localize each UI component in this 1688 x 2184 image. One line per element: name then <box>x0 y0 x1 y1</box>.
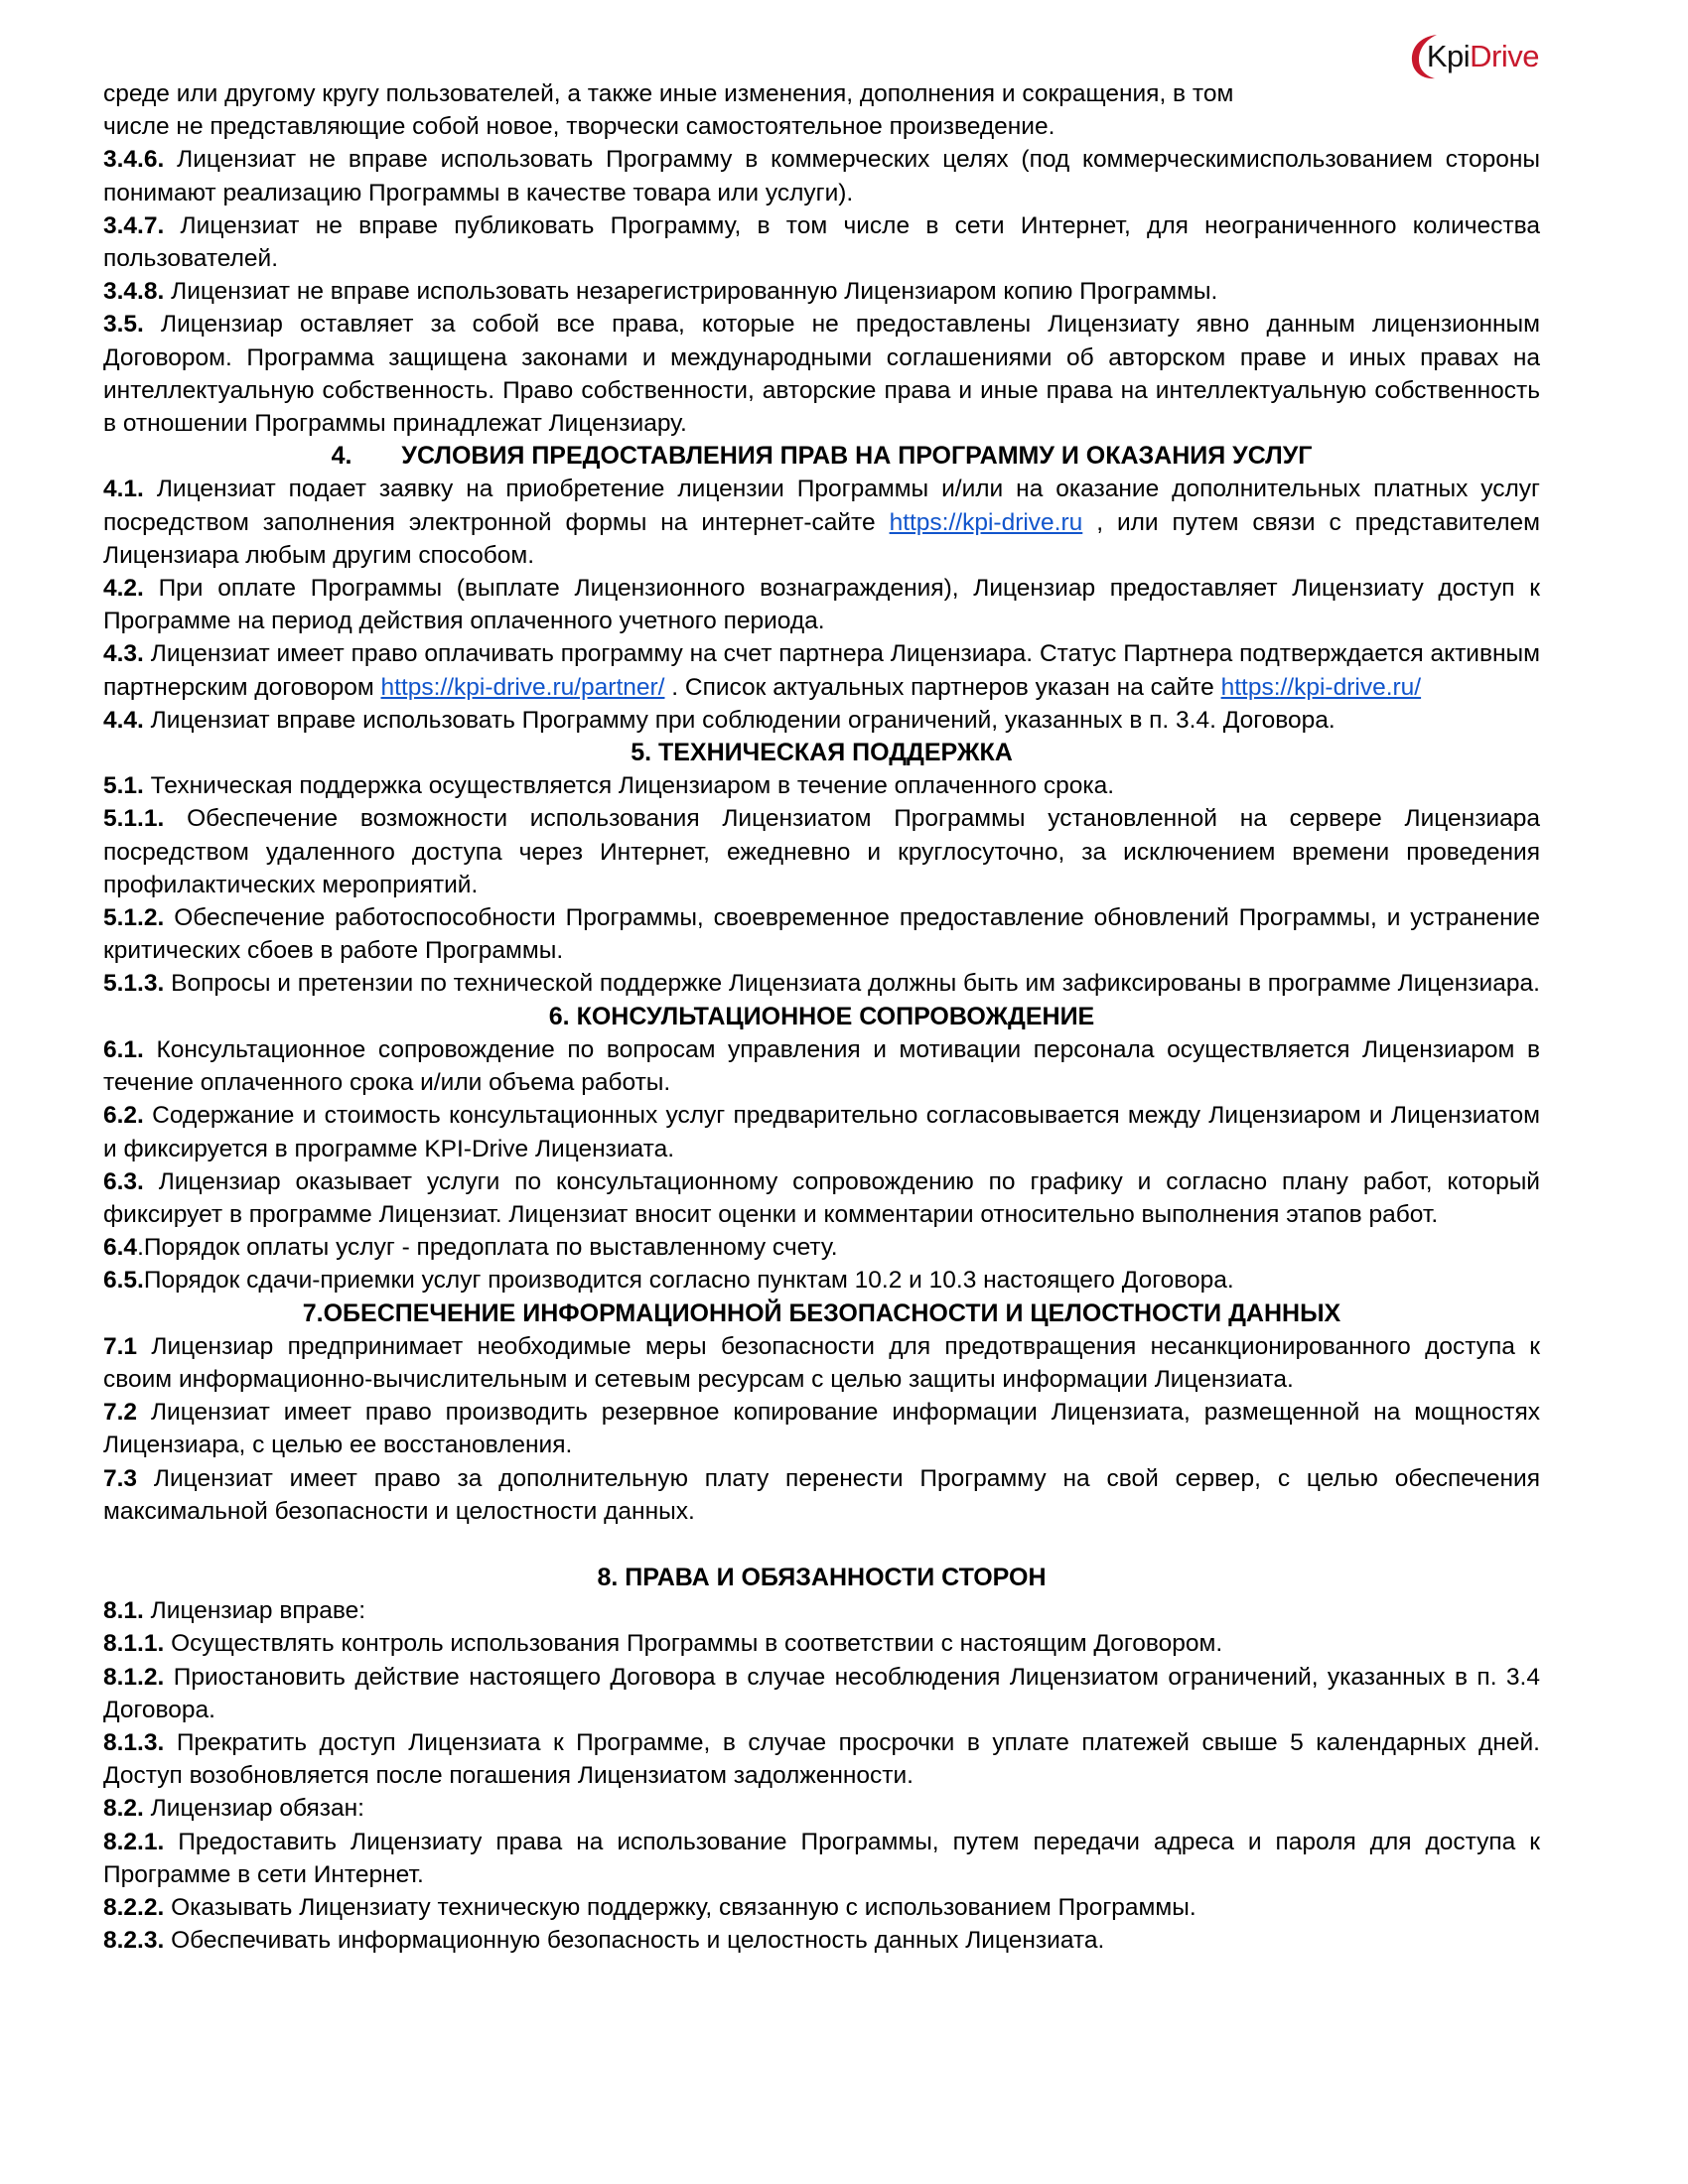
clause-5-1-3: 5.1.3. Вопросы и претензии по технической поддержке Лицензиата должны быть им зафиксированы в программе Лицензиара. <box>103 970 1540 998</box>
clause-3-4-7: 3.4.7. Лицензиат не вправе публиковать Программу, в том числе в сети Интернет, для неограниченного количества пользователей. <box>103 211 1540 273</box>
clause-6-1: 6.1. Консультационное сопровождение по вопросам управления и мотивации персонала осуществляется Лицензиаром в течение оплаченного срока и/или объема работы. <box>103 1035 1540 1097</box>
clause-6-3: 6.3. Лицензиар оказывает услуги по консультационному сопровождению по графику и согласно плану работ, который фиксирует в программе Лицензиат. Лицензиат вносит оценки и комментарии относительно выполнения этапов работ. <box>103 1167 1540 1228</box>
clause-7-3: 7.3 Лицензиат имеет право за дополнительную плату перенести Программу на свой сервер, с целью обеспечения максимальной безопасности и целостности данных. <box>103 1464 1540 1525</box>
section-5-heading: 5. ТЕХНИЧЕСКАЯ ПОДДЕРЖКА <box>631 739 1013 767</box>
document-page <box>103 77 1540 1957</box>
clause-7-1: 7.1 Лицензиар предпринимает необходимые меры безопасности для предотвращения несанкционированного доступа к своим информационно-вычислительным и сетевым ресурсам с целью защиты информации Лицензиата. <box>103 1332 1540 1393</box>
clause-4-3: 4.3. Лицензиат имеет право оплачивать программу на счет партнера Лицензиара. Статус Партнера подтверждается активным партнерским договором https://kpi-drive.ru/partner/ . Список актуальных партнеров указан на сайте https://kpi-drive.ru/ <box>103 640 1540 701</box>
section-4-heading: 4. УСЛОВИЯ ПРЕДОСТАВЛЕНИЯ ПРАВ НА ПРОГРАММУ И ОКАЗАНИЯ УСЛУГ <box>331 442 1313 471</box>
continuation-text: среде или другому кругу пользователей, а также иные изменения, дополнения и сокращения, в том числе не представляющие собой новое, творчески самостоятельное произведение. <box>103 80 1234 141</box>
partner-page-link[interactable]: https://kpi-drive.ru/partner/ <box>380 673 665 701</box>
clause-3-4-8: 3.4.8. Лицензиат не вправе использовать незарегистрированную Лицензиаром копию Программы. <box>103 278 1218 306</box>
clause-3-4-6: 3.4.6. Лицензиат не вправе использовать Программу в коммерческих целях (под коммерческимиспользованием стороны понимают реализацию Программы в качестве товара или услуги). <box>103 146 1540 206</box>
kpi-drive-home-link[interactable]: https://kpi-drive.ru/ <box>1220 673 1422 701</box>
clause-5-1-1: 5.1.1. Обеспечение возможности использования Лицензиатом Программы установленной на сервере Лицензиара посредством удаленного доступа через Интернет, ежедневно и круглосуточно, за исключением времени проведения профилактических мероприятий. <box>103 805 1540 898</box>
clause-8-1-3: 8.1.3. Прекратить доступ Лицензиата к Программе, в случае просрочки в уплате платежей свыше 5 календарных дней. Доступ возобновляется после погашения Лицензиатом задолженности. <box>103 1728 1540 1790</box>
section-8-heading: 8. ПРАВА И ОБЯЗАННОСТИ СТОРОН <box>597 1563 1047 1591</box>
clause-8-1-1: 8.1.1. Осуществлять контроль использования Программы в соответствии с настоящим Договором. <box>103 1630 1223 1658</box>
clause-6-4: 6.4.Порядок оплаты услуг - предоплата по выставленному счету. <box>103 1234 838 1262</box>
clause-4-2: 4.2. При оплате Программы (выплате Лицензионного вознаграждения), Лицензиар предоставляет Лицензиату доступ к Программе на период действия оплаченного учетного периода. <box>103 575 1540 635</box>
clause-6-5: 6.5.Порядок сдачи-приемки услуг производится согласно пунктам 10.2 и 10.3 настоящего Договора. <box>103 1267 1234 1295</box>
clause-8-2: 8.2. Лицензиар обязан: <box>103 1795 364 1823</box>
section-6-heading: 6. КОНСУЛЬТАЦИОННОЕ СОПРОВОЖДЕНИЕ <box>548 1002 1095 1030</box>
clause-8-2-2: 8.2.2. Оказывать Лицензиату техническую поддержку, связанную с использованием Программы. <box>103 1893 1196 1921</box>
clause-3-5: 3.5. Лицензиар оставляет за собой все права, которые не предоставлены Лицензиату явно данным лицензионным Договором. Программа защищена законами и международными соглашениями об авторском праве и иных правах на интеллектуальную собственность. Право собственности, авторские права и иные права на интеллектуальную собственность в отношении Программы принадлежат Лицензиару. <box>103 311 1540 438</box>
clause-7-2: 7.2 Лицензиат имеет право производить резервное копирование информации Лицензиата, размещенной на мощностях Лицензиара, с целью ее восстановления. <box>103 1399 1540 1459</box>
clause-8-2-1: 8.2.1. Предоставить Лицензиату права на использование Программы, путем передачи адреса и пароля для доступа к Программе в сети Интернет. <box>103 1828 1540 1888</box>
clause-5-1-2: 5.1.2. Обеспечение работоспособности Программы, своевременное предоставление обновлений Программы, и устранение критических сбоев в работе Программы. <box>103 904 1540 965</box>
kpi-drive-site-link[interactable]: https://kpi-drive.ru <box>889 508 1083 536</box>
clause-8-1-2: 8.1.2. Приостановить действие настоящего Договора в случае несоблюдения Лицензиатом ограничений, указанных в п. 3.4 Договора. <box>103 1663 1540 1723</box>
clause-4-4: 4.4. Лицензиат вправе использовать Программу при соблюдении ограничений, указанных в п. 3.4. Договора. <box>103 706 1336 734</box>
clause-5-1: 5.1. Техническая поддержка осуществляется Лицензиаром в течение оплаченного срока. <box>103 772 1115 800</box>
logo-wordmark: KpiDrive <box>1426 39 1539 73</box>
section-7-heading: 7.ОБЕСПЕЧЕНИЕ ИНФОРМАЦИОННОЙ БЕЗОПАСНОСТИ И ЦЕЛОСТНОСТИ ДАННЫХ <box>302 1298 1341 1327</box>
clause-8-1: 8.1. Лицензиар вправе: <box>103 1597 366 1625</box>
clause-6-2: 6.2. Содержание и стоимость консультационных услуг предварительно согласовывается между Лицензиаром и Лицензиатом и фиксируется в программе KPI-Drive Лицензиата. <box>103 1102 1540 1162</box>
clause-8-2-3: 8.2.3. Обеспечивать информационную безопасность и целостность данных Лицензиата. <box>103 1927 1105 1955</box>
clause-4-1: 4.1. Лицензиат подает заявку на приобретение лицензии Программы и/или на оказание дополнительных платных услуг посредством заполнения электронной формы на интернет-сайте https://kpi-drive.ru , или путем связи с представителем Лицензиара любым другим способом. <box>103 476 1540 569</box>
